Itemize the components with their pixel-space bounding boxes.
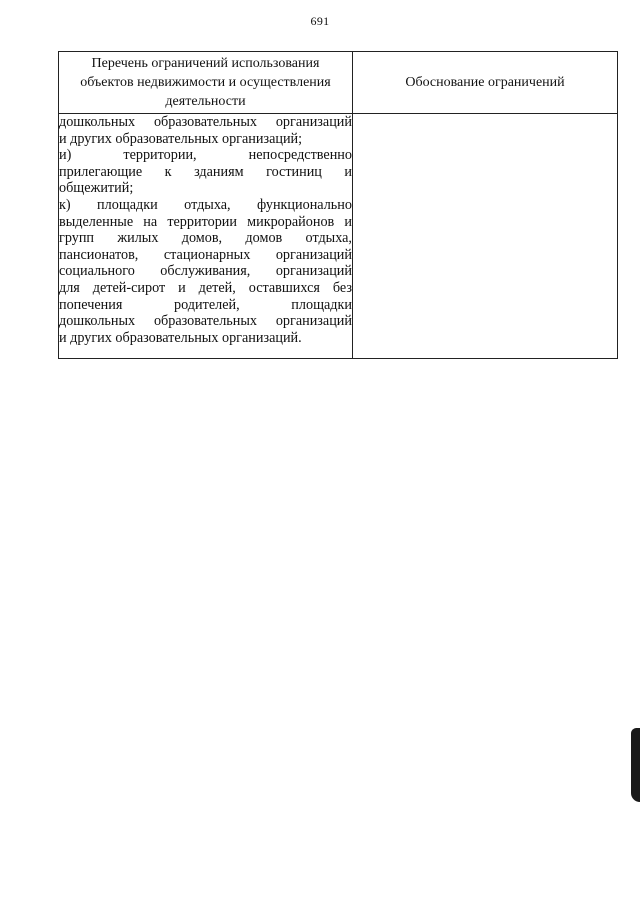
text-word: оставшихся xyxy=(248,279,320,296)
justification-cell xyxy=(353,114,618,359)
text-line: и других образовательных организаций; xyxy=(59,130,303,147)
table-header-row xyxy=(59,52,618,114)
text-line: общежитий; xyxy=(59,180,134,197)
text-word: площадки xyxy=(97,196,158,213)
text-word: детей-сирот xyxy=(92,279,166,296)
restrictions-text xyxy=(59,114,352,346)
restrictions-cell xyxy=(59,114,353,359)
text-word: гостиниц xyxy=(266,163,322,180)
text-word: стационарных xyxy=(163,246,251,263)
text-word: и xyxy=(178,279,186,296)
table-row xyxy=(59,114,618,359)
text-word: зданиям xyxy=(194,163,244,180)
restrictions-table xyxy=(58,51,618,359)
text-word: площадки xyxy=(291,296,352,313)
text-word: и xyxy=(344,163,352,180)
text-word: к xyxy=(164,163,172,180)
text-word: пансионатов, xyxy=(59,246,139,263)
text-word: жилых xyxy=(117,230,159,247)
text-line: и других образовательных организаций. xyxy=(59,329,302,346)
text-word: отдыха, xyxy=(305,230,352,247)
text-word: образовательных xyxy=(153,313,257,330)
text-word: дошкольных xyxy=(59,114,136,130)
text-word: организаций xyxy=(275,246,352,263)
text-word: микрорайонов xyxy=(247,213,335,230)
text-line xyxy=(59,114,352,131)
text-word: социального xyxy=(59,263,135,280)
text-word: детей, xyxy=(198,279,236,296)
text-word: домов, xyxy=(181,230,223,247)
text-word: обслуживания, xyxy=(160,263,251,280)
text-word: групп xyxy=(59,230,95,247)
text-line xyxy=(59,147,352,164)
text-word: образовательных xyxy=(153,114,257,130)
text-word: для xyxy=(59,279,80,296)
text-word: выделенные xyxy=(59,213,134,230)
header-restrictions-list: Перечень ограничений использования объектов недвижимости и осуществления деятельности xyxy=(59,52,353,114)
header-justification: Обоснование ограничений xyxy=(353,52,618,114)
text-line xyxy=(59,280,352,297)
scan-edge-mark xyxy=(631,728,640,802)
page-number: 691 xyxy=(310,14,330,28)
text-word: непосредственно xyxy=(248,147,352,164)
text-line xyxy=(59,164,352,181)
text-line xyxy=(59,214,352,231)
text-word: и xyxy=(344,213,352,230)
text-word: домов xyxy=(245,230,283,247)
text-word: родителей, xyxy=(174,296,240,313)
text-word: к) xyxy=(59,196,71,213)
text-line xyxy=(59,263,352,280)
text-word: организаций xyxy=(275,313,352,330)
text-word: дошкольных xyxy=(59,313,136,330)
text-word: без xyxy=(332,279,352,296)
text-line xyxy=(59,197,352,214)
text-word: на xyxy=(143,213,158,230)
text-word: прилегающие xyxy=(59,163,143,180)
text-line xyxy=(59,313,352,330)
text-word: организаций xyxy=(275,114,352,130)
text-word: территории, xyxy=(123,147,197,164)
text-line xyxy=(59,247,352,264)
text-word: и) xyxy=(59,147,72,164)
text-word: организаций xyxy=(275,263,352,280)
text-line xyxy=(59,297,352,314)
text-word: попечения xyxy=(59,296,123,313)
text-word: функционально xyxy=(257,196,352,213)
text-word: территории xyxy=(167,213,237,230)
text-word: отдыха, xyxy=(184,196,231,213)
text-line xyxy=(59,230,352,247)
